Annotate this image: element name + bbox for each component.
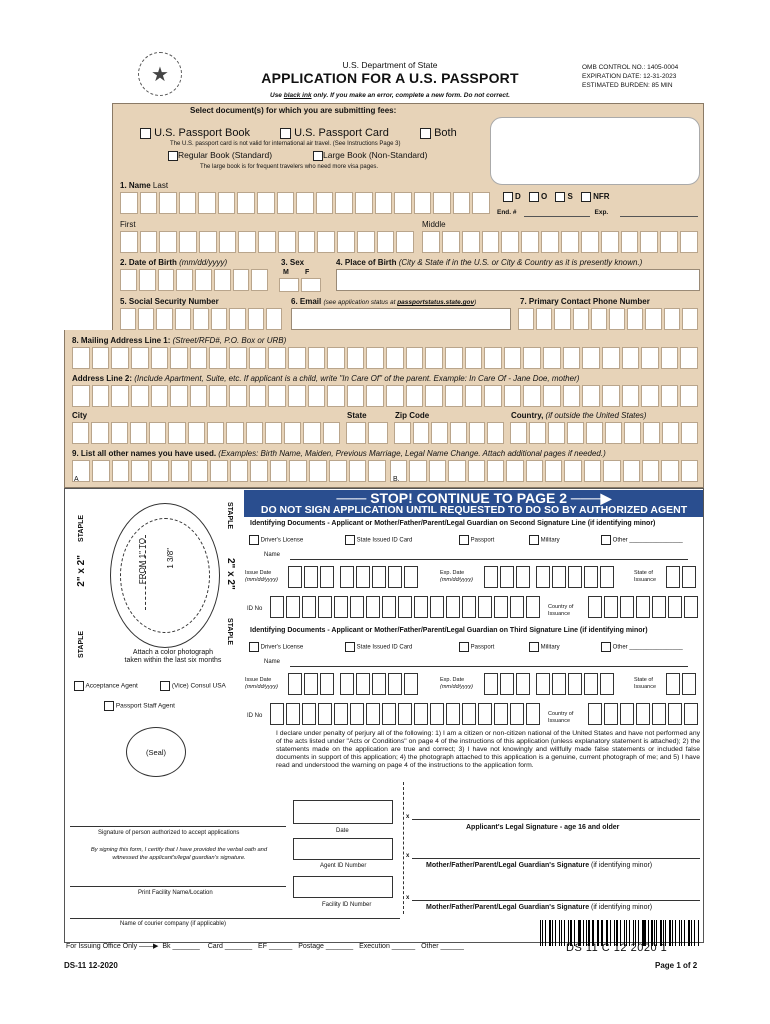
acceptance-agent-option[interactable]: Acceptance Agent <box>74 681 138 691</box>
staple-label-bottom-right: STAPLE <box>226 618 233 646</box>
id3-state-id[interactable]: State Issued ID Card <box>345 642 459 652</box>
agent-id-label: Agent ID Number <box>320 863 367 869</box>
sig2-x: x <box>406 853 410 859</box>
barcode-bar <box>552 920 553 946</box>
id3-country-input[interactable] <box>588 703 700 725</box>
id2-state-label: State of Issuance <box>634 570 657 583</box>
id3-heading: Identifying Documents - Applicant or Mother/Father/Parent/Legal Guardian on Third Signature Line (if identifying minor) <box>250 627 648 634</box>
barcode-bar <box>694 920 695 946</box>
agent-id-input[interactable] <box>293 838 393 860</box>
ssn-input[interactable] <box>120 308 284 330</box>
state-input[interactable] <box>346 422 390 444</box>
first-name-label: First <box>120 220 136 229</box>
exp-line[interactable] <box>620 216 698 217</box>
country-label: Country, (if outside the United States) <box>511 411 647 420</box>
sig1-x: x <box>406 814 410 820</box>
id2-heading: Identifying Documents - Applicant or Mother/Father/Parent/Legal Guardian on Second Signature Line (if identifying minor) <box>250 520 656 527</box>
mailing-address-input[interactable] <box>72 347 700 369</box>
id3-drivers-license[interactable]: Driver's License <box>249 642 345 652</box>
barcode-bar <box>540 920 541 946</box>
barcode-text: DS 11 C 12 2020 1 <box>566 942 668 954</box>
endorsement-label: End. # Exp. <box>497 209 609 216</box>
barcode-bar <box>542 920 543 946</box>
id2-idno-label: ID No <box>247 606 263 612</box>
sex-m-label: M <box>283 269 289 276</box>
dob-label: 2. Date of Birth (mm/dd/yyyy) <box>120 258 228 267</box>
courier-line[interactable] <box>70 918 400 919</box>
last-name-input[interactable] <box>120 192 492 214</box>
staff-agent-option[interactable]: Passport Staff Agent <box>104 701 175 711</box>
photo-instruction: Attach a color photograph taken within the last six months <box>124 649 222 664</box>
parent-signature-line-3[interactable] <box>412 900 700 901</box>
id3-issue-input[interactable] <box>288 673 420 695</box>
id3-name-label: Name <box>264 659 281 665</box>
address-line2-input[interactable] <box>72 385 700 407</box>
id2-country-label: Country of Issuance <box>548 604 574 617</box>
city-input[interactable] <box>72 422 342 444</box>
facility-label: Print Facility Name/Location <box>138 890 213 896</box>
barcode-bar <box>669 920 671 946</box>
zip-input[interactable] <box>394 422 506 444</box>
signature-divider <box>403 782 404 914</box>
d-checkbox[interactable] <box>503 192 513 202</box>
staple-label-top-left: STAPLE <box>78 514 85 542</box>
barcode-bar <box>545 920 546 946</box>
barcode-bar <box>675 920 676 946</box>
barcode-bar <box>564 920 565 946</box>
middle-name-input[interactable] <box>422 231 700 253</box>
phone-label: 7. Primary Contact Phone Number <box>520 297 650 306</box>
consul-option[interactable]: (Vice) Consul USA <box>160 681 226 691</box>
seal-area: (Seal) <box>126 727 186 777</box>
id2-drivers-license[interactable]: Driver's License <box>249 535 345 545</box>
card-note: The U.S. passport card is not valid for international air travel. (See Instructions Page 3) <box>170 141 401 147</box>
photo-size-right: 2" x 2" <box>225 558 236 590</box>
id2-issue-label: Issue Date (mm/dd/yyyy) <box>245 570 278 583</box>
address-line2-label: Address Line 2: (Include Apartment, Suite, etc. If applicant is a child, write "In Care Of" of the parent. Example: In Care Of - Jane Doe, mother) <box>72 374 580 383</box>
passport-card-checkbox[interactable] <box>280 128 291 139</box>
other-names-b-input[interactable] <box>390 460 700 482</box>
barcode-bar <box>679 920 680 946</box>
other-names-a-input[interactable] <box>72 460 388 482</box>
sig3-x: x <box>406 895 410 901</box>
courier-label: Name of courier company (if applicable) <box>120 921 227 927</box>
passport-card-option[interactable]: U.S. Passport Card <box>280 127 389 139</box>
passport-book-checkbox[interactable] <box>140 128 151 139</box>
id2-military[interactable]: Military <box>529 535 601 545</box>
acceptance-agent-checkbox[interactable] <box>74 681 84 691</box>
omb-expiration: EXPIRATION DATE: 12-31-2023 <box>582 73 677 80</box>
barcode-bar <box>561 920 562 946</box>
photo-head-guide <box>120 518 210 633</box>
id3-exp-input[interactable] <box>484 673 616 695</box>
mailing-address-label: 8. Mailing Address Line 1: (Street/RFD#, P.O. Box or URB) <box>72 336 287 345</box>
id2-exp-label: Exp. Date (mm/dd/yyyy) <box>440 570 473 583</box>
id3-name-line[interactable] <box>290 666 688 667</box>
id2-passport[interactable]: Passport <box>459 535 529 545</box>
omb-burden: ESTIMATED BURDEN: 85 MIN <box>582 82 673 89</box>
id3-state-label: State of Issuance <box>634 677 657 690</box>
omb-info <box>582 63 678 90</box>
id2-exp-input[interactable] <box>484 566 616 588</box>
id2-name-line[interactable] <box>290 559 688 560</box>
id3-exp-label: Exp. Date (mm/dd/yyyy) <box>440 677 473 690</box>
date-input[interactable] <box>293 800 393 824</box>
id3-country-label: Country of Issuance <box>548 711 574 724</box>
photo-from-label: FROM 1" TO <box>138 538 147 585</box>
barcode-bar <box>688 920 690 946</box>
office-codes: D O S NFR <box>497 192 610 202</box>
place-of-birth-label: 4. Place of Birth (City & State if in the U.S. or City & Country as it is presently known.) <box>336 258 643 267</box>
endorsement-line[interactable] <box>524 216 590 217</box>
place-of-birth-input[interactable] <box>336 269 700 291</box>
o-checkbox[interactable] <box>529 192 539 202</box>
staff-agent-checkbox[interactable] <box>104 701 114 711</box>
agent-signature-line[interactable] <box>70 826 286 827</box>
id2-other[interactable]: Other ________________ <box>601 535 711 545</box>
dob-input[interactable] <box>120 269 270 291</box>
agent-signature-label: Signature of person authorized to accept applications <box>98 830 240 836</box>
stop-title: ─── STOP! CONTINUE TO PAGE 2 ───▶ <box>336 490 612 506</box>
select-documents-heading: Select document(s) for which you are submitting fees: <box>190 106 397 115</box>
barcode-bar <box>691 920 692 946</box>
id3-issue-label: Issue Date (mm/dd/yyyy) <box>245 677 278 690</box>
id2-issue-input[interactable] <box>288 566 420 588</box>
parent-signature-label-2: Mother/Father/Parent/Legal Guardian's Signature (if identifying minor) <box>426 862 653 869</box>
certify-text: By signing this form, I certify that I have provided the verbal oath and witnessed the applicant's/legal guardian's signature. <box>90 847 268 861</box>
id3-passport[interactable]: Passport <box>459 642 529 652</box>
office-use-window <box>490 117 700 185</box>
id3-idno-label: ID No <box>247 713 263 719</box>
omb-control: OMB CONTROL NO.: 1405-0004 <box>582 64 679 71</box>
id2-options <box>249 535 711 545</box>
ssn-label: 5. Social Security Number <box>120 297 219 306</box>
barcode-bar <box>684 920 685 946</box>
regular-book-option[interactable]: Regular Book (Standard) <box>168 150 272 161</box>
id3-state-input[interactable] <box>666 673 698 695</box>
parent-signature-line-2[interactable] <box>412 858 700 859</box>
id3-idno-input[interactable] <box>270 703 542 725</box>
state-label: State <box>347 411 367 420</box>
applicant-signature-label: Applicant's Legal Signature - age 16 and older <box>466 824 620 831</box>
first-name-input[interactable] <box>120 231 416 253</box>
facility-id-label: Facility ID Number <box>322 902 372 908</box>
id2-state-id[interactable]: State Issued ID Card <box>345 535 459 545</box>
name-label: 1. Name Last <box>120 181 169 190</box>
phone-input[interactable] <box>518 308 700 330</box>
ink-instruction: Use black ink only. If you make an error, complete a new form. Do not correct. <box>270 92 510 99</box>
consul-checkbox[interactable] <box>160 681 170 691</box>
staple-label-top-right: STAPLE <box>226 502 233 530</box>
zip-label: Zip Code <box>395 411 430 420</box>
id2-state-input[interactable] <box>666 566 698 588</box>
form-title: APPLICATION FOR A U.S. PASSPORT <box>261 70 519 86</box>
barcode-bar <box>559 920 560 946</box>
email-label: 6. Email (see application status at passportstatus.state.gov) <box>291 297 477 306</box>
nfr-checkbox[interactable] <box>581 192 591 202</box>
staple-label-bottom-left: STAPLE <box>78 630 85 658</box>
declaration-text: I declare under penalty of perjury all of the following: 1) I am a citizen or non-citizen national of the United States and have not performed any of the acts listed under "Acts or Conditions" on page 4 of the instructions of this application (unless explanatory statement is attached); 2) the statements made on the application are true and correct; 3) I have not knowingly and willfully made false statements or included false documents in support of this application; 4) the photograph attached to this application is a genuine, current photograph of me; and 5) I have read and understood the warning on page 4 of the instructions to the application form. <box>276 730 700 769</box>
id2-idno-input[interactable] <box>270 596 542 618</box>
country-input[interactable] <box>510 422 700 444</box>
issuing-office-row: For Issuing Office Only ——▶ Bk _______ Card _______ EF ______ Postage _______ Execution ______ Other ______ <box>66 943 464 950</box>
sex-label: 3. Sex <box>281 258 305 267</box>
large-book-option[interactable]: Large Book (Non-Standard) <box>313 150 427 161</box>
middle-name-label: Middle <box>422 220 446 229</box>
barcode-bar <box>549 920 551 946</box>
id2-name-label: Name <box>264 552 281 558</box>
sex-f-label: F <box>305 269 310 276</box>
id3-military[interactable]: Military <box>529 642 601 652</box>
both-checkbox[interactable] <box>420 128 431 139</box>
s-checkbox[interactable] <box>555 192 565 202</box>
page-number: Page 1 of 2 <box>655 961 698 970</box>
stop-subtitle: DO NOT SIGN APPLICATION UNTIL REQUESTED TO DO SO BY AUTHORIZED AGENT <box>260 504 688 516</box>
both-option[interactable]: Both <box>420 127 457 139</box>
date-label: Date <box>336 828 349 834</box>
facility-line[interactable] <box>70 886 286 887</box>
photo-size-left: 2" x 2" <box>76 555 87 587</box>
large-book-checkbox[interactable] <box>313 151 323 161</box>
department-seal-icon: ★ <box>138 52 182 96</box>
barcode-bar <box>681 920 682 946</box>
id3-other[interactable]: Other ________________ <box>601 642 711 652</box>
form-id: DS-11 12-2020 <box>64 961 118 970</box>
passport-book-option[interactable]: U.S. Passport Book <box>140 127 250 139</box>
barcode-bar <box>555 920 556 946</box>
regular-book-checkbox[interactable] <box>168 151 178 161</box>
facility-id-input[interactable] <box>293 876 393 898</box>
other-names-b-label: B. <box>393 476 400 483</box>
large-book-note: The large book is for frequent travelers who need more visa pages. <box>200 164 379 170</box>
applicant-signature-line[interactable] <box>412 819 700 820</box>
city-label: City <box>72 411 88 420</box>
barcode-bar <box>698 920 699 946</box>
email-input[interactable] <box>291 308 511 330</box>
agency-name: U.S. Department of State <box>342 60 438 70</box>
id3-options <box>249 642 711 652</box>
other-names-label: 9. List all other names you have used. (Examples: Birth Name, Maiden, Previous Marriage, Legal Name Change. Attach additional pages if needed.) <box>72 449 606 458</box>
sex-input[interactable] <box>279 278 323 292</box>
id2-country-input[interactable] <box>588 596 700 618</box>
barcode-bar <box>672 920 673 946</box>
other-names-a-label: A <box>74 476 79 483</box>
photo-to-label: 1 3/8" <box>166 548 175 569</box>
parent-signature-label-3: Mother/Father/Parent/Legal Guardian's Signature (if identifying minor) <box>426 904 653 911</box>
